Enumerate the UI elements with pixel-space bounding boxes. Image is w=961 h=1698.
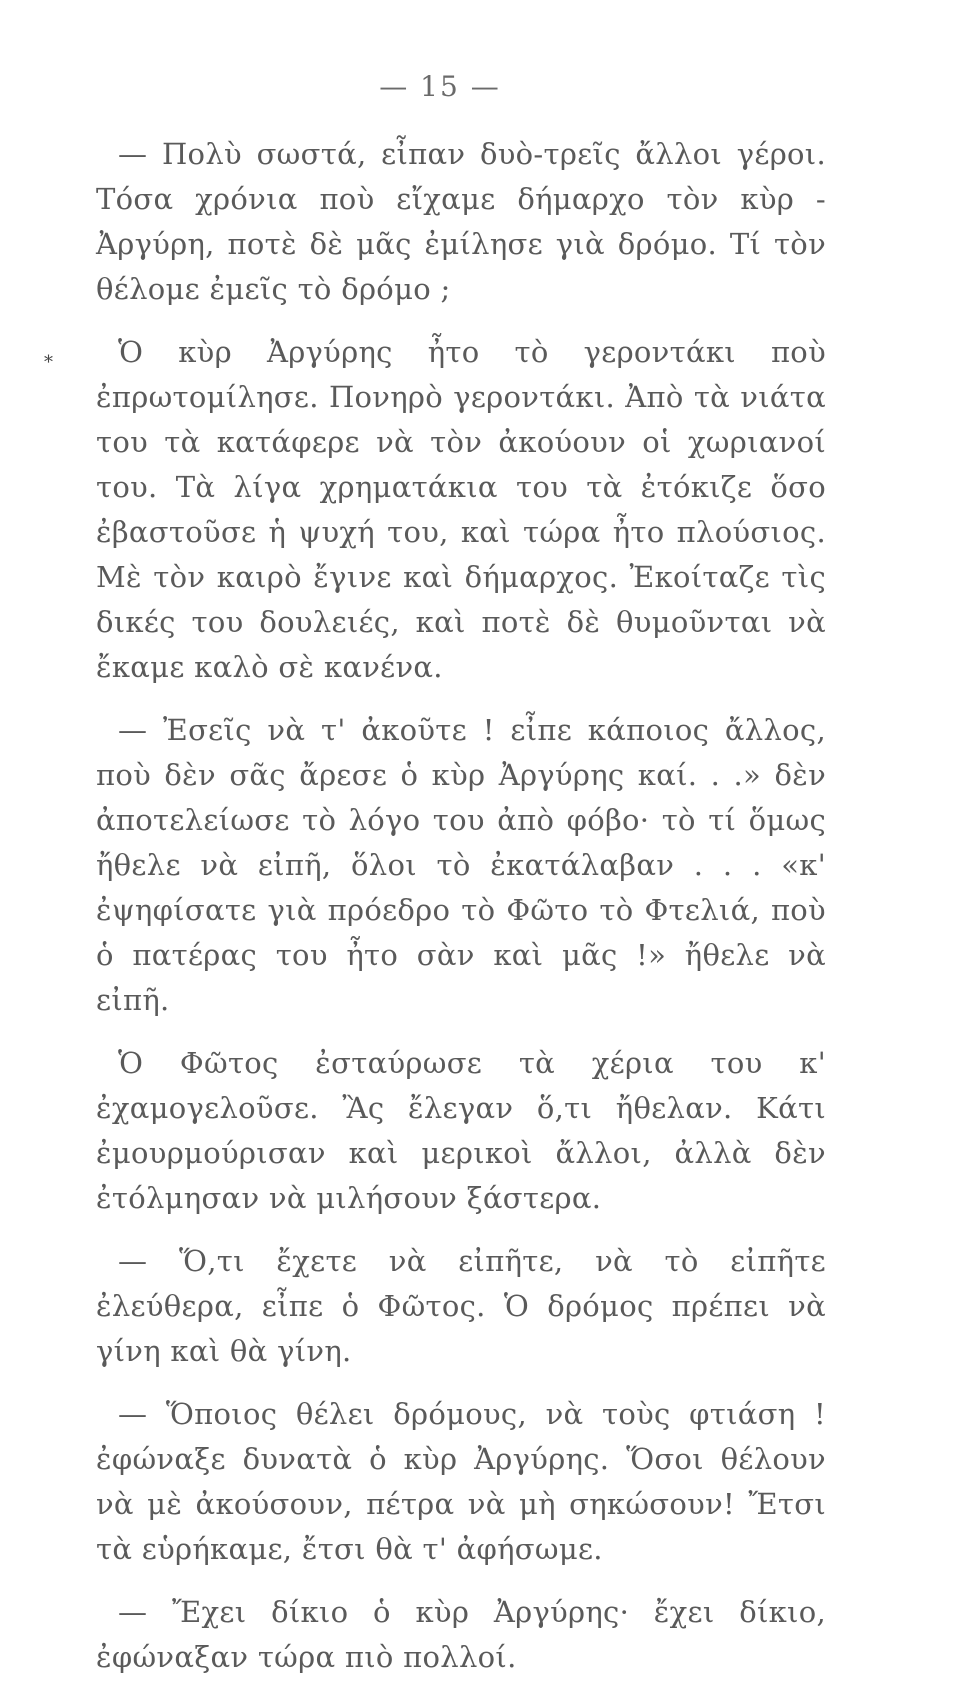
text-body [96,132,826,1698]
margin-mark: * [44,352,53,373]
paragraph: — Ὅποιος θέλει δρόμους, νὰ τοὺς φτιάση ! ἐφώναξε δυνατὰ ὁ κὺρ Ἀργύρης. Ὅσοι θέλουν νὰ μὲ ἀκούσουν, πέτρα νὰ μὴ σηκώσουν! Ἔτσι τὰ εὑρήκαμε, ἔτσι θὰ τ' ἀφήσωμε. [96,1397,826,1566]
paragraph: — Πολὺ σωστά, εἶπαν δυὸ-τρεῖς ἄλλοι γέροι. Τόσα χρόνια ποὺ εἴχαμε δήμαρχο τὸν κὺρ - Ἀργύρη, ποτὲ δὲ μᾶς ἐμίλησε γιὰ δρόμο. Τί τὸν θέλομε ἐμεῖς τὸ δρόμο ; [96,137,826,306]
paragraph: — Ὅ,τι ἔχετε νὰ εἰπῆτε, νὰ τὸ εἰπῆτε ἐλεύθερα, εἶπε ὁ Φῶτος. Ὁ δρόμος πρέπει νὰ γίνη καὶ θὰ γίνη. [96,1244,826,1368]
page-number: — 15 — [379,70,501,103]
paragraph: — Ἔχει δίκιο ὁ κὺρ Ἀργύρης· ἔχει δίκιο, ἐφώναξαν τώρα πιὸ πολλοί. [96,1595,826,1674]
paragraph: Ὁ κὺρ Ἀργύρης ἦτο τὸ γεροντάκι ποὺ ἐπρωτομίλησε. Πονηρὸ γεροντάκι. Ἀπὸ τὰ νιάτα του τὰ κατάφερε νὰ τὸν ἀκούουν οἱ χωριανοί του. Τὰ λίγα χρηματάκια του τὰ ἐτόκιζε ὅσο ἐβαστοῦσε ἡ ψυχή του, καὶ τώρα ἦτο πλούσιος. Μὲ τὸν καιρὸ ἔγινε καὶ δήμαρχος. Ἐκοίταζε τὶς δικές του δουλειές, καὶ ποτὲ δὲ θυμοῦνται νὰ ἔκαμε καλὸ σὲ κανένα. [96,335,826,684]
paragraph: Ὁ Φῶτος ἐσταύρωσε τὰ χέρια του κ' ἐχαμογελοῦσε. Ἂς ἔλεγαν ὅ,τι ἤθελαν. Κάτι ἐμουρμούρισαν καὶ μερικοὶ ἄλλοι, ἀλλὰ δὲν ἐτόλμησαν νὰ μιλήσουν ξάστερα. [96,1046,826,1215]
paragraph: — Ἐσεῖς νὰ τ' ἀκοῦτε ! εἶπε κάποιος ἄλλος, ποὺ δὲν σᾶς ἄρεσε ὁ κὺρ Ἀργύρης καί. . .» δὲν ἀποτελείωσε τὸ λόγο του ἀπὸ φόβο· τὸ τί ὅμως ἤθελε νὰ εἰπῆ, ὅλοι τὸ ἐκατάλαβαν . . . «κ' ἐψηφίσατε γιὰ πρόεδρο τὸ Φῶτο τὸ Φτελιά, ποὺ ὁ πατέρας του ἦτο σὰν καὶ μᾶς !» ἤθελε νὰ εἰπῆ. [96,713,826,1017]
